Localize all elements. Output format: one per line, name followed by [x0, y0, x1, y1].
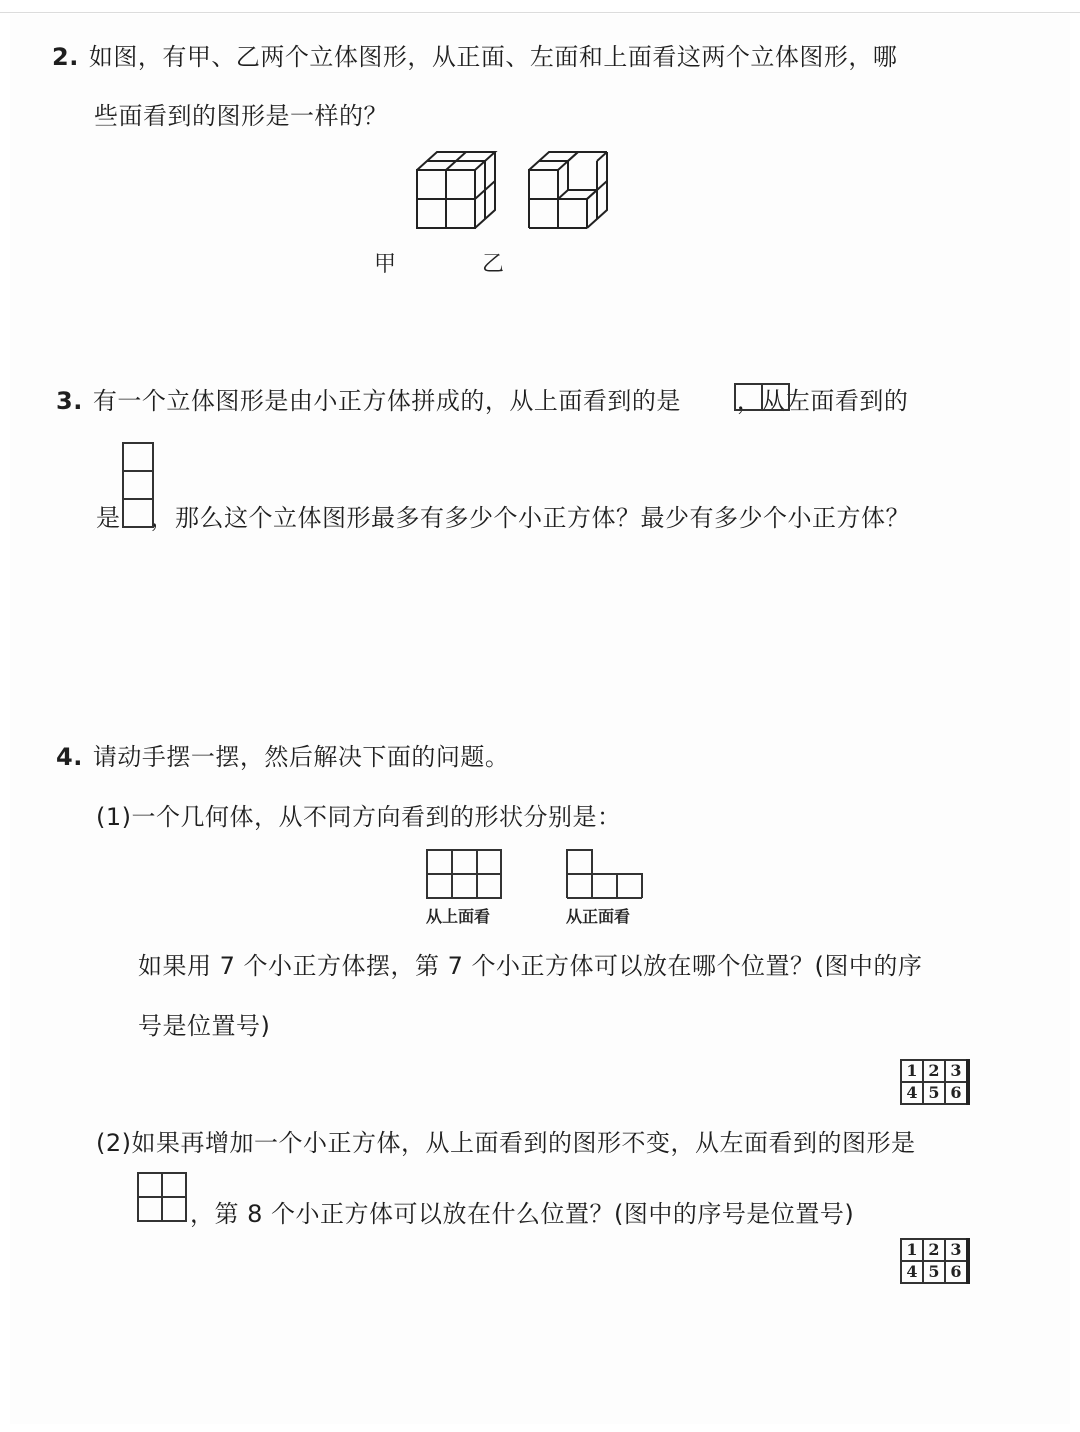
- q4-front-view-L: [566, 849, 644, 899]
- q4-part2-line1: (2)如果再增加一个小正方体，从上面看到的图形不变，从左面看到的图形是: [96, 1129, 916, 1157]
- position-cell: 6: [945, 1261, 968, 1283]
- position-cell: 2: [923, 1060, 945, 1082]
- position-grid-1: [900, 1059, 970, 1105]
- caption-top-view: 从上面看: [426, 907, 491, 926]
- q4-part2-line2: ，第 8 个小正方体可以放在什么位置？(图中的序号是位置号): [190, 1200, 855, 1228]
- figure-yi-cube: [527, 150, 609, 230]
- q3-top-view-1x2: [734, 383, 790, 411]
- position-cell: 6: [945, 1082, 968, 1104]
- figure-label-yi: 乙: [482, 252, 505, 277]
- position-cell: 5: [923, 1082, 945, 1104]
- caption-front-view: 从正面看: [566, 907, 631, 926]
- position-cell: 3: [945, 1060, 968, 1082]
- position-cell: 4: [901, 1261, 923, 1283]
- q4-part1-text: (1)一个几何体，从不同方向看到的形状分别是：: [96, 803, 622, 831]
- position-cell: 1: [901, 1239, 923, 1261]
- position-cell: 2: [923, 1239, 945, 1261]
- q2-line2: 些面看到的图形是一样的？: [94, 102, 388, 130]
- q4-top-view-2x3: [426, 849, 502, 899]
- q3-left-view-3x1: [122, 442, 154, 530]
- q2-line1: 2. 如图，有甲、乙两个立体图形，从正面、左面和上面看这两个立体图形，哪: [52, 43, 898, 71]
- q4-left-view-2x2: [137, 1172, 187, 1222]
- position-cell: 1: [901, 1060, 923, 1082]
- figure-jia-cube: [415, 150, 497, 230]
- q4-number: 4.: [56, 743, 83, 771]
- q3-line1: 3. 有一个立体图形是由小正方体拼成的，从上面看到的是 ，从左面看到的: [56, 387, 909, 415]
- q2-number: 2.: [52, 43, 79, 71]
- q4-intro: 4. 请动手摆一摆，然后解决下面的问题。: [56, 743, 510, 771]
- q3-number: 3.: [56, 387, 83, 415]
- q4-part1-question-line2: 号是位置号): [138, 1012, 271, 1040]
- position-cell: 5: [923, 1261, 945, 1283]
- position-cell: 3: [945, 1239, 968, 1261]
- top-divider: [0, 12, 1080, 13]
- position-cell: 4: [901, 1082, 923, 1104]
- position-grid-2: [900, 1238, 970, 1284]
- figure-label-jia: 甲: [374, 252, 397, 277]
- q4-part1-question-line1: 如果用 7 个小正方体摆，第 7 个小正方体可以放在哪个位置？(图中的序: [138, 952, 923, 980]
- q3-line2: 是 ，那么这个立体图形最多有多少个小正方体？最少有多少个小正方体？: [96, 504, 910, 532]
